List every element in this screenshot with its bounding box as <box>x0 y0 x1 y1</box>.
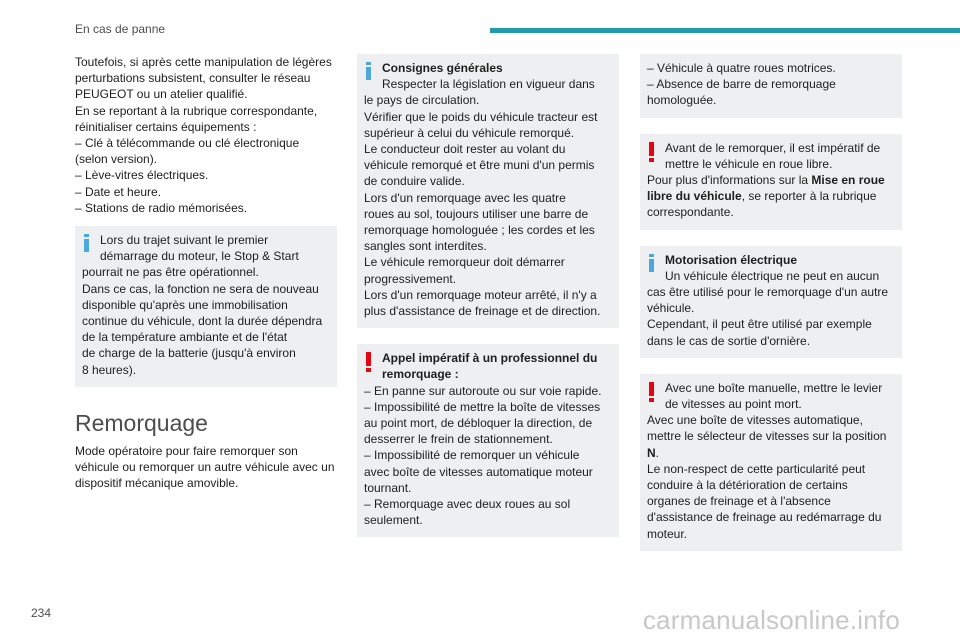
box-title: remorquage : <box>382 367 459 382</box>
text-line: conduire à la détérioration de certains <box>647 478 848 493</box>
text-line: dans le cas de sortie d'ornière. <box>647 333 811 348</box>
warning-icon <box>647 140 665 162</box>
box-title: Appel impératif à un professionnel du <box>382 351 598 366</box>
text-line: Avant de le remorquer, il est impératif de <box>665 140 881 155</box>
text-line: pourrait ne pas être opérationnel. <box>82 265 259 280</box>
list-item: – En panne sur autoroute ou sur voie rapide. <box>364 383 602 398</box>
list-item: – Clé à télécommande ou clé électronique <box>75 136 300 151</box>
text-line: d'assistance de freinage au redémarrage du <box>647 510 882 525</box>
text-line: roues au sol, toujours utiliser une barre de <box>364 206 589 221</box>
list-item: – Impossibilité de mettre la boîte de vitesses <box>364 399 601 414</box>
list-item: – Impossibilité de remorquer un véhicule <box>364 448 580 463</box>
text-line: continue du véhicule, dont la durée dépendra <box>82 314 323 329</box>
intro-text <box>75 54 337 216</box>
box-title: Motorisation électrique <box>665 252 798 267</box>
text-line: Avec une boîte manuelle, mettre le levier <box>665 380 883 395</box>
box-title: Consignes générales <box>382 61 503 75</box>
text-line: cas être utilisé pour le remorquage d'un autre <box>647 285 889 300</box>
list-item: – Remorquage avec deux roues au sol <box>364 497 571 512</box>
text-line: mettre le véhicule en roue libre. <box>665 156 833 171</box>
info-box-stop-start <box>75 226 337 387</box>
warning-box-professional <box>357 344 619 537</box>
text-line: En se reportant à la rubrique correspondante, <box>75 103 318 118</box>
text-line: 8 heures). <box>82 362 137 377</box>
text-line: supérieur à celui du véhicule remorqué. <box>364 125 575 140</box>
text-line: Vérifier que le poids du véhicule tracteur est <box>364 109 598 124</box>
text-line: Un véhicule électrique ne peut en aucun <box>665 268 880 283</box>
text-line: Toutefois, si après cette manipulation de légères <box>75 55 332 69</box>
text-line: N. <box>647 445 660 460</box>
text-line: Mode opératoire pour faire remorquer son <box>75 444 298 459</box>
text-line: Lors d'un remorquage avec les quatre <box>364 190 566 205</box>
text-line: tournant. <box>364 480 412 495</box>
list-box-continued <box>640 54 902 118</box>
text-line: sangles sont interdites. <box>364 239 487 254</box>
text-line: libre du véhicule, se reporter à la rubrique <box>647 189 877 204</box>
text-line: organes de freinage et à l'absence <box>647 494 831 509</box>
running-header: En cas de panne <box>75 22 166 36</box>
text-line: Le non-respect de cette particularité peut <box>647 461 866 476</box>
text-line: perturbations subsistent, consulter le réseau <box>75 71 311 86</box>
text-line: seulement. <box>364 513 423 528</box>
list-item: – Lève-vitres électriques. <box>75 168 209 183</box>
info-box-general-instructions <box>357 54 619 328</box>
section-body <box>75 443 337 492</box>
info-icon <box>364 60 382 80</box>
warning-icon <box>647 380 665 402</box>
text-line: remorquage homologuée ; les cordes et les <box>364 223 595 238</box>
text-line: Lors du trajet suivant le premier <box>100 233 269 248</box>
text-line: au point mort, de débloquer la direction, de <box>364 416 593 431</box>
watermark: carmanualsonline.info <box>642 605 900 635</box>
warning-icon <box>364 350 382 372</box>
text-line: PEUGEOT ou un atelier qualifié. <box>75 87 248 102</box>
text-line: progressivement. <box>364 271 457 286</box>
text-line: mettre le sélecteur de vitesses sur la position <box>647 429 887 444</box>
text-line: Le conducteur doit rester au volant du <box>364 142 566 157</box>
text-line: de la température ambiante et de l'état <box>82 330 288 345</box>
text-line: Respecter la législation en vigueur dans <box>382 77 595 92</box>
column-right <box>640 54 902 567</box>
list-item: – Véhicule à quatre roues motrices. <box>647 61 836 75</box>
info-icon <box>647 252 665 272</box>
info-box-electric <box>640 246 902 358</box>
text-line: véhicule remorqué et être muni d'un permis <box>364 158 595 173</box>
text-line: réinitialiser certains équipements : <box>75 119 257 134</box>
text-line: correspondante. <box>647 205 734 220</box>
text-line: Le véhicule remorqueur doit démarrer <box>364 255 565 270</box>
text-line: disponible qu'après une immobilisation <box>82 297 288 312</box>
text-line: Lors d'un remorquage moteur arrêté, il n'y a <box>364 287 597 302</box>
text-line: de charge de la batterie (jusqu'à environ <box>82 346 296 361</box>
column-left <box>75 54 337 492</box>
header-accent-bar <box>490 28 960 33</box>
text-line: démarrage du moteur, le Stop & Start <box>100 249 299 264</box>
text-line: véhicule ou remorquer un autre véhicule avec un <box>75 460 335 475</box>
text-line: Pour plus d'informations sur la Mise en roue <box>647 173 885 188</box>
text-line: Dans ce cas, la fonction ne sera de nouveau <box>82 281 319 296</box>
text-line: homologuée. <box>647 93 717 108</box>
text-line: (selon version). <box>75 152 158 167</box>
text-line: Avec une boîte de vitesses automatique, <box>647 413 863 428</box>
text-line: moteur. <box>647 526 688 541</box>
warning-box-free-wheel <box>640 134 902 230</box>
column-middle <box>357 54 619 553</box>
text-line: Cependant, il peut être utilisé par exemple <box>647 317 872 332</box>
text-line: de conduire valide. <box>364 174 465 189</box>
warning-box-gearbox <box>640 374 902 551</box>
info-icon <box>82 232 100 252</box>
list-item: – Date et heure. <box>75 184 162 199</box>
text-line: de vitesses au point mort. <box>665 397 802 412</box>
list-item: – Stations de radio mémorisées. <box>75 200 248 215</box>
text-line: desserrer le frein de stationnement. <box>364 432 553 447</box>
text-line: plus d'assistance de freinage et de direction. <box>364 304 601 319</box>
list-item: – Absence de barre de remorquage <box>647 77 836 92</box>
text-line: dispositif mécanique amovible. <box>75 476 239 491</box>
page-number: 234 <box>31 606 52 620</box>
text-line: le pays de circulation. <box>364 93 480 108</box>
text-line: véhicule. <box>647 301 695 316</box>
section-title: Remorquage <box>75 409 208 436</box>
text-line: avec boîte de vitesses automatique moteur <box>364 464 593 479</box>
